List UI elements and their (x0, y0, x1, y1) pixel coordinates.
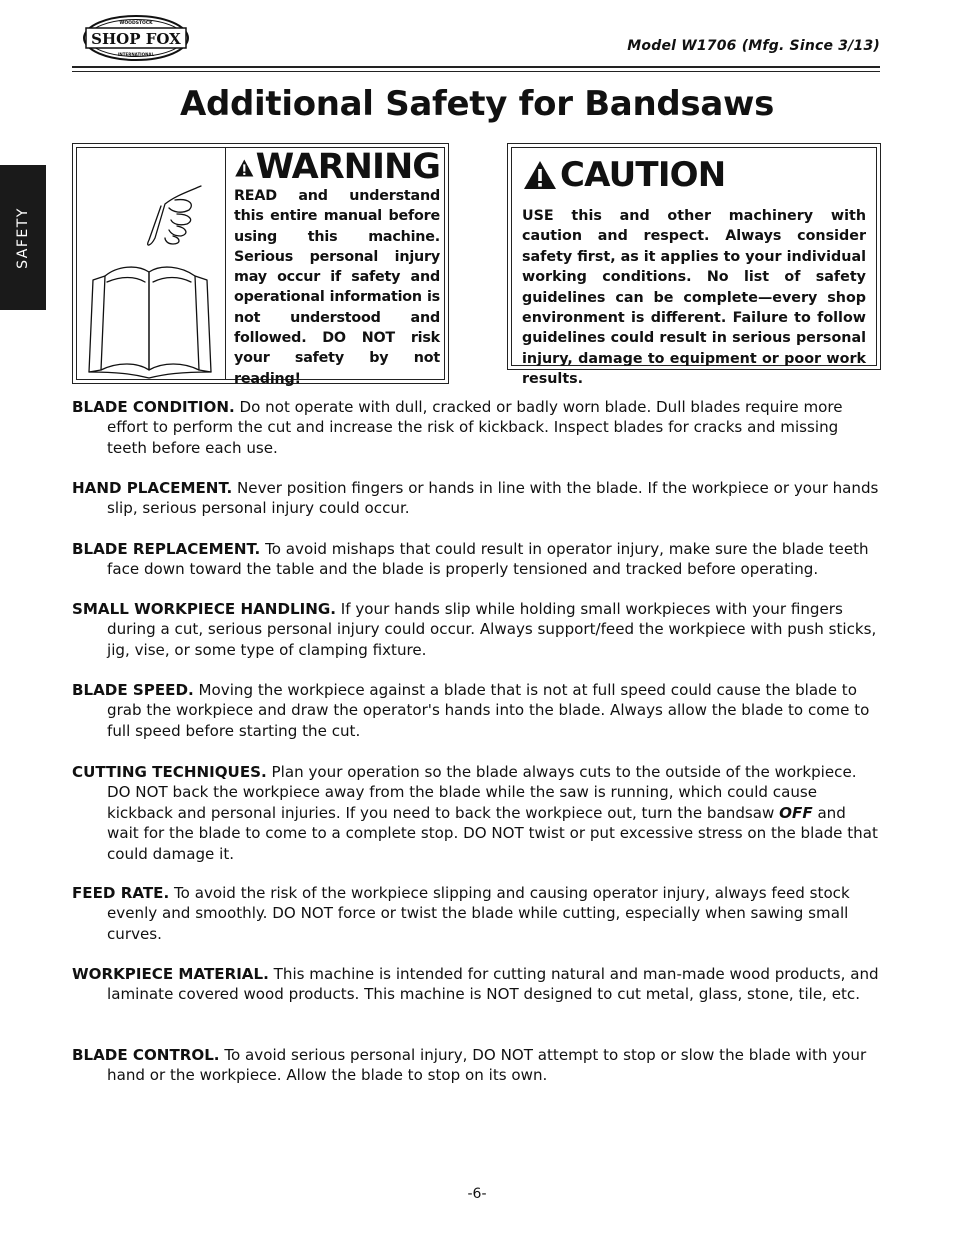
safety-item-text: Plan your operation so the blade always cuts to the outside of the workpiece. DO NOT back the workpiece away from the blade while the saw is running, which could cause kickback and personal injuries. If you need to back the workpiece out, turn the bandsaw (107, 763, 857, 822)
safety-item-title: FEED RATE. (72, 884, 170, 902)
warning-triangle-icon (234, 152, 255, 184)
safety-item (72, 539, 882, 580)
caution-heading (522, 155, 866, 195)
safety-item (72, 680, 882, 741)
page-title: Additional Safety for Bandsaws (179, 84, 775, 124)
caution-box (507, 143, 881, 388)
logo-arc-bottom: INTERNATIONAL (117, 52, 155, 57)
safety-item-text-continued: and wait for the blade to come to a complete stop. DO NOT twist or put excessive stress on the blade that could damage it. (107, 803, 878, 863)
safety-item (72, 964, 882, 1005)
safety-item-text: To avoid serious personal injury, DO NOT attempt to stop or slow the blade with your hand or the workpiece. Allow the blade to stop on its own. (107, 1046, 867, 1085)
safety-item-title: CUTTING TECHNIQUES. (72, 763, 267, 781)
safety-item-text: Do not operate with dull, cracked or badly worn blade. Dull blades require more effort to perform the cut and increase the risk of kickback. Inspect blades for cracks and missing teeth before each use. (107, 398, 843, 457)
caution-body: USE this and other machinery with caution and respect. Always consider safety first, as it applies to your individual working conditions. No list of safety guidelines can be complete—every shop environment is different. Failure to follow guidelines could result in serious personal injury, damage to equipment or poor work results. (522, 208, 866, 388)
safety-item-title: BLADE CONDITION. (72, 398, 235, 416)
logo-arc-top: WOODSTOCK (119, 21, 153, 26)
shop-fox-logo (82, 14, 190, 62)
safety-item (72, 883, 882, 944)
safety-item (72, 397, 882, 458)
header-rule-thin (72, 71, 880, 72)
caution-triangle-icon (522, 159, 558, 191)
safety-item (72, 478, 882, 519)
safety-item-title: HAND PLACEMENT. (72, 479, 233, 497)
warning-heading (234, 147, 440, 187)
read-manual-illustration (77, 148, 226, 379)
safety-item-title: BLADE REPLACEMENT. (72, 540, 261, 558)
safety-item-text: To avoid the risk of the workpiece slipping and causing operator injury, always feed stock evenly and smoothly. DO NOT force or twist the blade while cutting, especially when sawing small curves. (107, 884, 850, 943)
safety-item-title: BLADE SPEED. (72, 681, 194, 699)
section-tab-label: SAFETY (15, 206, 31, 269)
safety-item-emphasis: OFF (779, 803, 813, 822)
safety-item (72, 599, 882, 660)
model-label: Model W1706 (Mfg. Since 3/13) (627, 38, 880, 54)
page-number: -6- (467, 1186, 487, 1202)
warning-heading-text: WARNING (255, 147, 440, 187)
warning-box (72, 143, 449, 387)
safety-item-text: If your hands slip while holding small workpieces with your fingers during a cut, serious personal injury could occur. Always support/feed the workpiece with push sticks, jig, vise, or some type of clamping fixture. (107, 600, 877, 659)
safety-item (72, 1045, 882, 1086)
safety-item-text: To avoid mishaps that could result in operator injury, make sure the blade teeth face down toward the table and the blade is properly tensioned and tracked before operating. (107, 540, 869, 579)
safety-item-text: This machine is intended for cutting natural and man-made wood products, and laminate covered wood products. This machine is NOT designed to cut metal, glass, stone, tile, etc. (107, 965, 879, 1004)
safety-item-title: BLADE CONTROL. (72, 1046, 220, 1064)
safety-item-text: Moving the workpiece against a blade that is not at full speed could cause the blade to grab the workpiece and draw the operator's hands into the blade. Always allow the blade to come to full speed before starting the cut. (107, 681, 870, 740)
caution-heading-text: CAUTION (560, 155, 726, 195)
safety-item-text: Never position fingers or hands in line with the blade. If the workpiece or your hands slip, serious personal injury could occur. (107, 479, 879, 518)
warning-body: READ and understand this entire manual before using this machine. Serious personal injury may occur if safety and operational information is not understood and followed. DO NOT risk your safety by not reading! (234, 188, 440, 387)
safety-item-title: SMALL WORKPIECE HANDLING. (72, 600, 336, 618)
header-rule (72, 66, 880, 68)
section-tab (0, 165, 46, 310)
safety-item (72, 762, 882, 864)
open-book-pointing-hand-icon (77, 148, 225, 380)
logo-text: SHOP FOX (91, 30, 181, 48)
safety-item-title: WORKPIECE MATERIAL. (72, 965, 269, 983)
